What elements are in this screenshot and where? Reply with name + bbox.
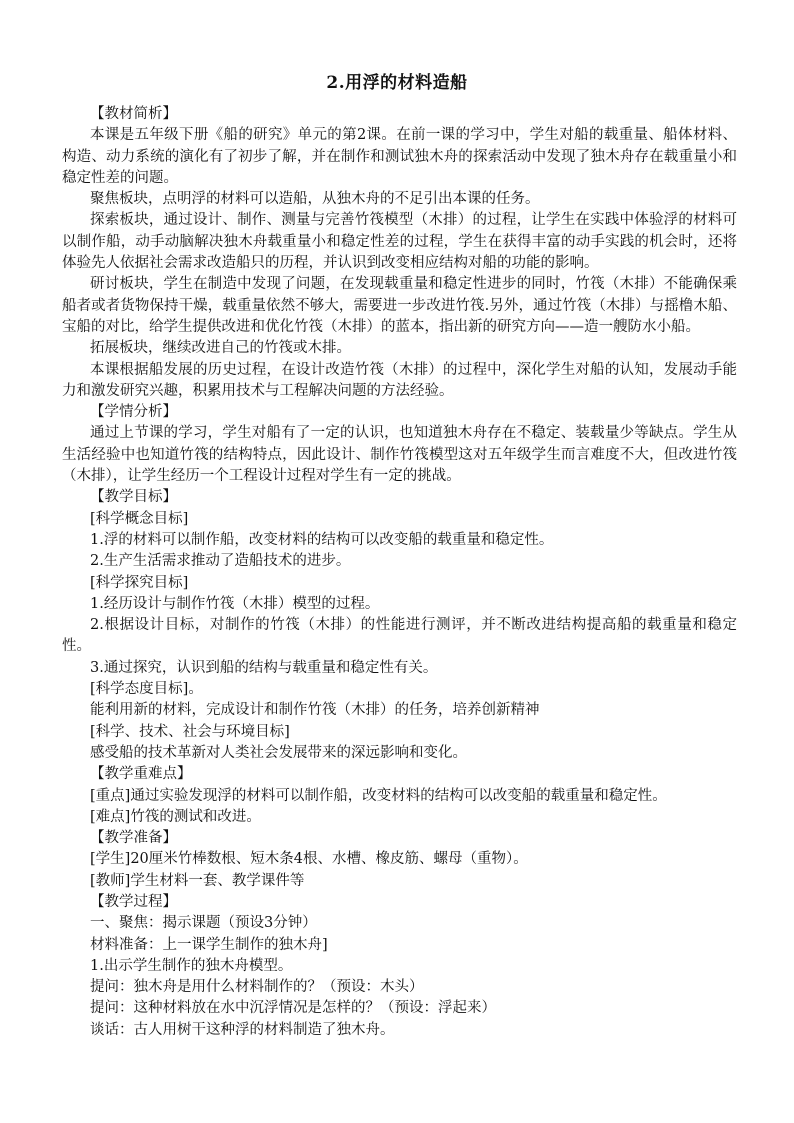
paragraph: 本课是五年级下册《船的研究》单元的第2课。在前一课的学习中，学生对船的载重量、船体材料、构造、动力系统的演化有了初步了解，并在制作和测试独木舟的探索活动中发现了独木舟存在载重量小和稳定性差的问题。 (62, 127, 737, 186)
paragraph: 通过上节课的学习，学生对船有了一定的认识，也知道独木舟存在不稳定、装载量少等缺点。学生从生活经验中也知道竹筏的结构特点，因此设计、制作竹筏模型这对五年级学生而言难度不大，但改进竹筏（木排），让学生经历一个工程设计过程对学生有一定的挑战。 (62, 425, 737, 485)
document-title: 2.用浮的材料造船 (326, 73, 468, 93)
section-heading-textbook-analysis: 【教材简析】 (90, 106, 177, 122)
list-item: 1.浮的材料可以制作船，改变材料的结构可以改变船的载重量和稳定性。 (90, 531, 554, 548)
paragraph: 能利用新的材料，完成设计和制作竹筏（木排）的任务，培养创新精神 (90, 702, 540, 719)
section-heading-key-points: 【教学重难点】 (90, 766, 192, 783)
section-heading-teaching-goals: 【教学目标】 (90, 489, 177, 506)
paragraph: 一、聚焦：揭示课题（预设3分钟） (90, 915, 317, 932)
list-item: 3.通过探究，认识到船的结构与载重量和稳定性有关。 (90, 659, 438, 676)
paragraph: 感受船的技术革新对人类社会发展带来的深远影响和变化。 (90, 744, 467, 761)
subheading: [科学探究目标] (90, 574, 189, 591)
paragraph: 本课根据船发展的历史过程，在设计改造竹筏（木排）的过程中，深化学生对船的认知，发展动手能力和激发研究兴趣，积累用技术与工程解决问题的方法经验。 (62, 361, 737, 399)
list-item: 1.经历设计与制作竹筏（木排）模型的过程。 (90, 595, 380, 612)
paragraph: 提问：独木舟是用什么材料制作的？（预设：木头） (90, 979, 424, 996)
list-item: 2.生产生活需求推动了造船技术的进步。 (90, 553, 351, 570)
paragraph: [重点]通过实验发现浮的材料可以制作船，改变材料的结构可以改变船的载重量和稳定性。 (90, 787, 667, 804)
subheading: [科学、技术、社会与环境目标] (90, 723, 290, 740)
list-item: 1.出示学生制作的独木舟模型。 (90, 957, 293, 974)
paragraph: 探索板块，通过设计、制作、测量与完善竹筏模型（木排）的过程，让学生在实践中体验浮的材料可以制作船，动手动脑解决独木舟载重量小和稳定性差的过程，学生在获得丰富的动手实践的机会时，还将体验先人依据社会需求改造船只的历程，并认识到改变相应结构对船的功能的影响。 (62, 212, 737, 272)
paragraph: 研讨板块，学生在制造中发现了问题，在发现载重量和稳定性进步的同时，竹筏（木排）不能确保乘船者或者货物保持干燥，载重量依然不够大，需要进一步改进竹筏.另外，通过竹筏（木排）与摇橹木船、宝船的对比，给学生提供改进和优化竹筏（木排）的蓝本，指出新的研究方向——造一艘防水小船。 (62, 276, 737, 335)
paragraph: 提问：这种材料放在水中沉浮情况是怎样的？（预设：浮起来） (90, 1000, 496, 1017)
section-heading-teaching-process: 【教学过程】 (90, 893, 177, 910)
paragraph: 材料准备：上一课学生制作的独木舟] (90, 936, 328, 953)
section-heading-preparation: 【教学准备】 (90, 830, 177, 847)
paragraph: 聚焦板块，点明浮的材料可以造船，从独木舟的不足引出本课的任务。 (90, 191, 540, 208)
subheading: [科学态度目标]。 (90, 681, 203, 698)
paragraph: [学生]20厘米竹棒数根、短木条4根、水槽、橡皮筋、螺母（重物）。 (90, 851, 528, 868)
document-body (62, 104, 737, 1041)
section-heading-student-analysis: 【学情分析】 (90, 404, 177, 421)
paragraph: 谈话：古人用树干这种浮的材料制造了独木舟。 (90, 1021, 395, 1038)
paragraph: [难点]竹筏的测试和改进。 (90, 808, 261, 825)
paragraph: 拓展板块，继续改进自己的竹筏或木排。 (90, 340, 351, 357)
paragraph: [教师]学生材料一套、教学课件等 (90, 872, 305, 889)
subheading: [科学概念目标] (90, 510, 189, 527)
list-item: 2.根据设计目标，对制作的竹筏（木排）的性能进行测评，并不断改进结构提高船的载重量和稳定性。 (62, 617, 737, 655)
